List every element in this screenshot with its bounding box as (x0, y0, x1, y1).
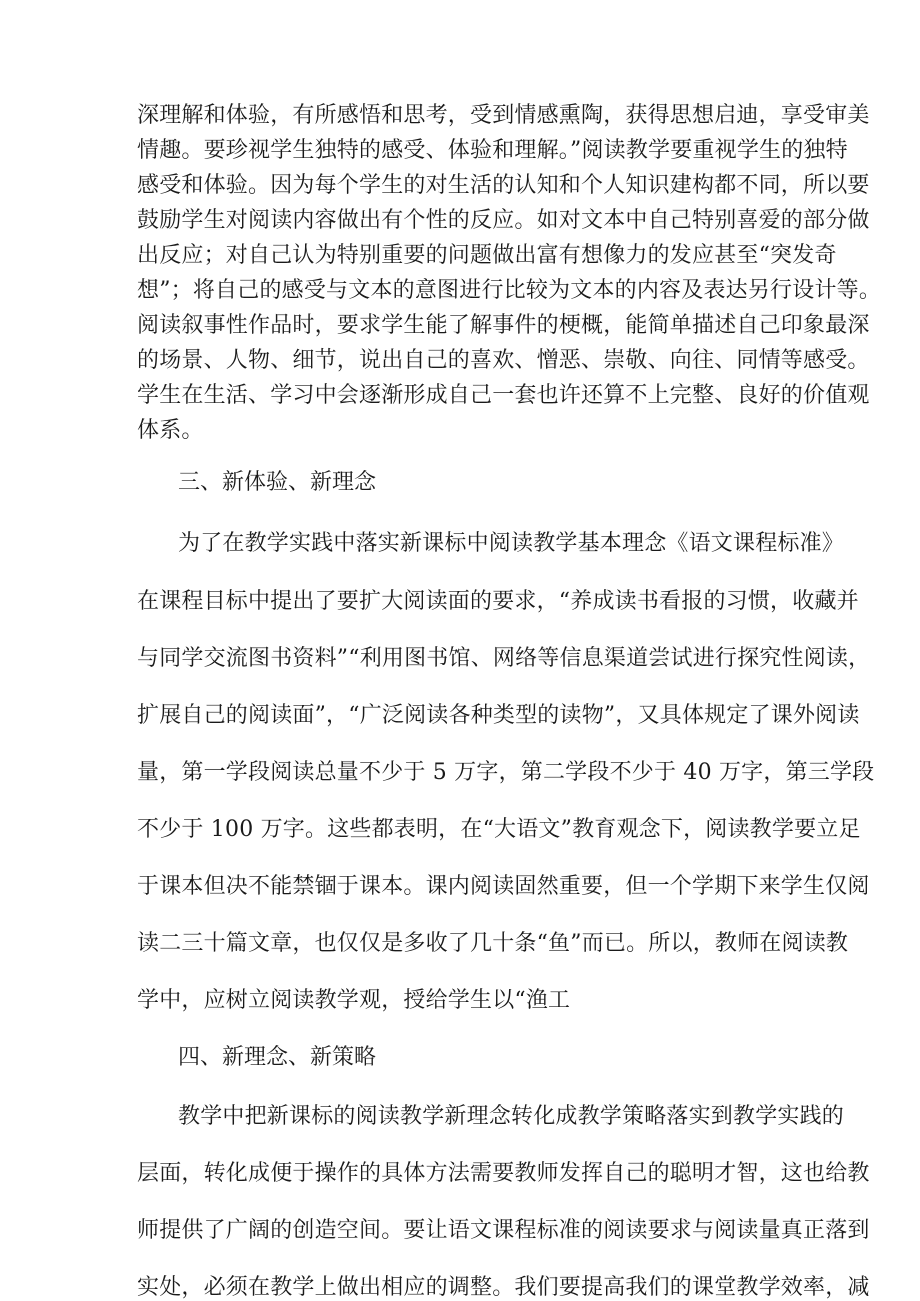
paragraph-line: 扩展自己的阅读面”，“广泛阅读各种类型的读物”，又具体规定了课外阅读 (137, 703, 860, 728)
section-heading: 四、新理念、新策略 (178, 1045, 377, 1070)
paragraph-line: 教学中把新课标的阅读教学新理念转化成教学策略落实到教学实践的 (178, 1104, 845, 1129)
paragraph-line: 于课本但决不能禁锢于课本。课内阅读固然重要，但一个学期下来学生仅阅 (137, 874, 870, 899)
paragraph-line: 学中，应树立阅读教学观，授给学生以“渔工 (137, 988, 571, 1013)
paragraph-line: 阅读叙事性作品时，要求学生能了解事件的梗概，能简单描述自己印象最深 (137, 313, 870, 338)
paragraph-line: 为了在教学实践中落实新课标中阅读教学基本理念《语文课程标准》 (178, 531, 845, 556)
paragraph-line: 不少于 100 万字。这些都表明，在“大语文”教育观念下，阅读教学要立足 (137, 817, 861, 842)
paragraph-line: 量，第一学段阅读总量不少于 5 万字，第二学段不少于 40 万字，第三学段 (137, 760, 875, 785)
paragraph-line: 体系。 (137, 418, 204, 443)
paragraph-line: 想”；将自己的感受与文本的意图进行比较为文本的内容及表达另行设计等。 (137, 278, 882, 303)
paragraph-line: 在课程目标中提出了要扩大阅读面的要求，“养成读书看报的习惯，收藏并 (137, 589, 859, 614)
paragraph-line: 情趣。要珍视学生独特的感受、体验和理解。”阅读教学要重视学生的独特 (137, 138, 848, 163)
section-heading: 三、新体验、新理念 (178, 470, 377, 495)
paragraph-line: 感受和体验。因为每个学生的对生活的认知和个人知识建构都不同，所以要 (137, 173, 870, 198)
paragraph-line: 层面，转化成便于操作的具体方法需要教师发挥自己的聪明才智，这也给教 (137, 1161, 870, 1186)
paragraph-line: 实处，必须在教学上做出相应的调整。我们要提高我们的课堂教学效率，减 (137, 1275, 870, 1300)
paragraph-line: 的场景、人物、细节，说出自己的喜欢、憎恶、崇敬、向往、同情等感受。 (137, 348, 870, 373)
paragraph-line: 出反应；对自己认为特别重要的问题做出富有想像力的发应甚至“突发奇 (137, 243, 837, 268)
paragraph-line: 师提供了广阔的创造空间。要让语文课程标准的阅读要求与阅读量真正落到 (137, 1218, 870, 1243)
paragraph-line: 鼓励学生对阅读内容做出有个性的反应。如对文本中自己特别喜爱的部分做 (137, 208, 870, 233)
paragraph-line: 与同学交流图书资料”“利用图书馆、网络等信息渠道尝试进行探究性阅读， (137, 646, 871, 671)
paragraph-line: 学生在生活、学习中会逐渐形成自己一套也许还算不上完整、良好的价值观 (137, 383, 870, 408)
paragraph-line: 深理解和体验，有所感悟和思考，受到情感熏陶，获得思想启迪，享受审美 (137, 103, 870, 128)
paragraph-line: 读二三十篇文章，也仅仅是多收了几十条“鱼”而已。所以，教师在阅读教 (137, 931, 849, 956)
